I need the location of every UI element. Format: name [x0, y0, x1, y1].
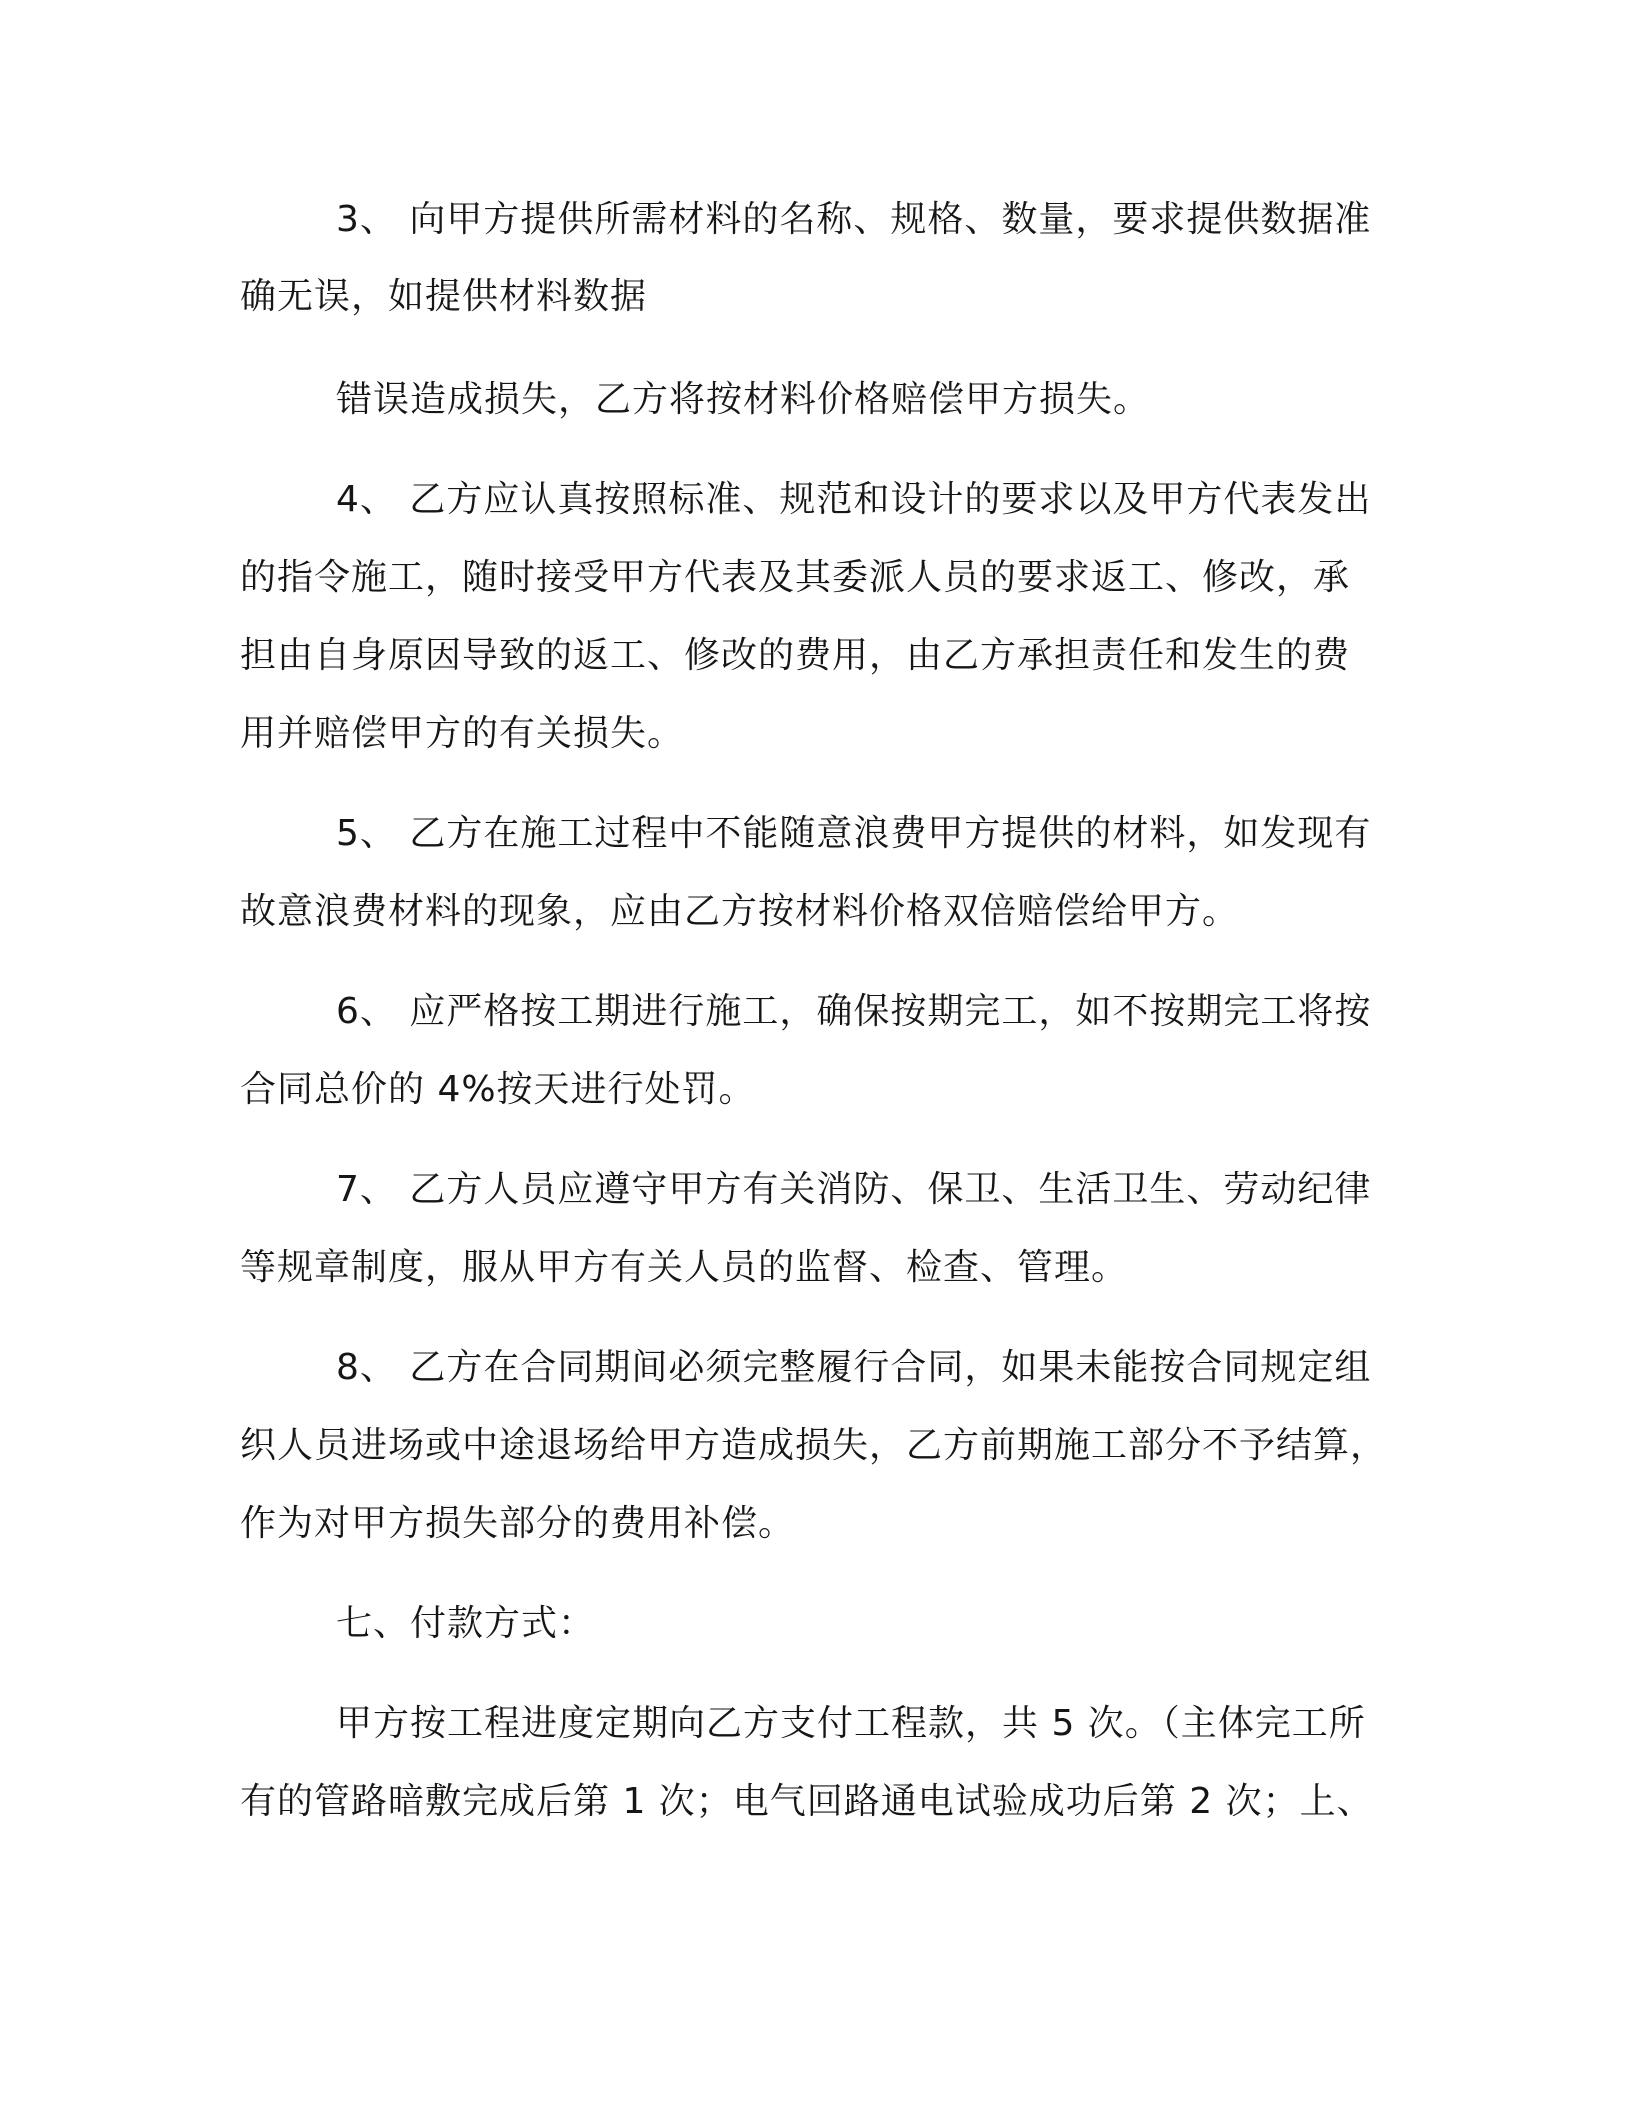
item-3-line-3: 错误造成损失，乙方将按材料价格赔偿甲方损失。 [336, 379, 1151, 420]
item-4-line-3: 担由自身原因导致的返工、修改的费用，由乙方承担责任和发生的费 [240, 635, 1351, 676]
item-3-line-1: 3、 向甲方提供所需材料的名称、规格、数量，要求提供数据准 [336, 199, 1372, 240]
item-7-line-1: 7、 乙方人员应遵守甲方有关消防、保卫、生活卫生、劳动纪律 [336, 1169, 1372, 1210]
section-heading-payment: 七、付款方式： [336, 1603, 596, 1644]
item-5-line-1: 5、 乙方在施工过程中不能随意浪费甲方提供的材料，如发现有 [336, 813, 1372, 854]
payment-line-2: 有的管路暗敷完成后第 1 次；电气回路通电试验成功后第 2 次；上、 [240, 1781, 1374, 1822]
payment-line-1: 甲方按工程进度定期向乙方支付工程款，共 5 次。（主体完工所 [336, 1703, 1366, 1744]
item-3-line-2: 确无误，如提供材料数据 [240, 276, 648, 317]
item-6-line-1: 6、 应严格按工期进行施工，确保按期完工，如不按期完工将按 [336, 991, 1372, 1032]
item-5-line-2: 故意浪费材料的现象，应由乙方按材料价格双倍赔偿给甲方。 [240, 891, 1240, 932]
item-4-line-1: 4、 乙方应认真按照标准、规范和设计的要求以及甲方代表发出 [336, 479, 1372, 520]
item-6-line-2: 合同总价的 4%按天进行处罚。 [240, 1069, 756, 1110]
item-8-line-2: 织人员进场或中途退场给甲方造成损失，乙方前期施工部分不予结算， [240, 1425, 1388, 1466]
item-4-line-2: 的指令施工，随时接受甲方代表及其委派人员的要求返工、修改，承 [240, 557, 1351, 598]
item-8-line-3: 作为对甲方损失部分的费用补偿。 [240, 1503, 796, 1544]
item-8-line-1: 8、 乙方在合同期间必须完整履行合同，如果未能按合同规定组 [336, 1347, 1372, 1388]
item-4-line-4: 用并赔偿甲方的有关损失。 [240, 713, 685, 754]
item-7-line-2: 等规章制度，服从甲方有关人员的监督、检查、管理。 [240, 1247, 1129, 1288]
